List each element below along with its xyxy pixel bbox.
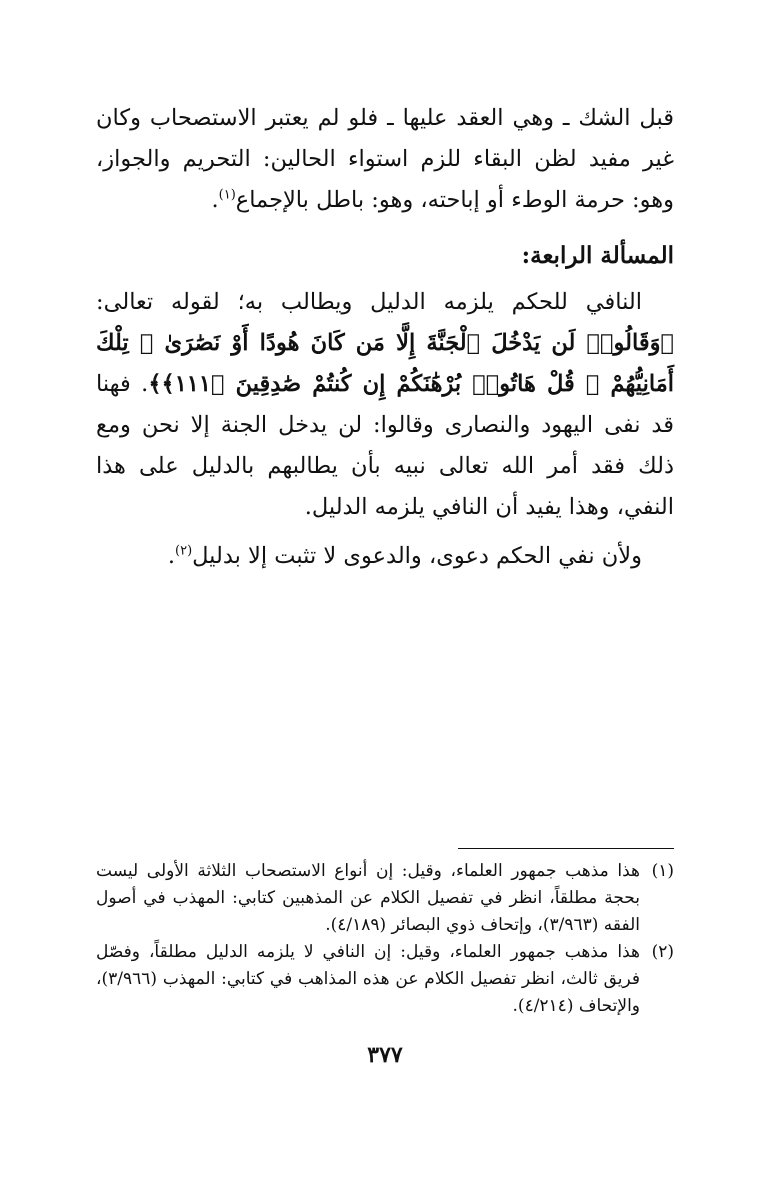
footnote-text: هذا مذهب جمهور العلماء، وقيل: إن النافي لا يلزمه الدليل مطلقاً، وفصّل فريق ثالث، انظر تفصيل الكلام عن هذه المذاهب في كتابي: المهذب (٣/٩٦٦)، والإتحاف (٤/٢١٤). (96, 942, 640, 1016)
footnote-number: (٢) (651, 942, 674, 962)
section-heading: المسألة الرابعة: (521, 242, 674, 269)
main-text (96, 98, 674, 577)
footnote-ref-2[interactable]: (٢) (175, 543, 193, 559)
page-number: ٣٧٧ (367, 1042, 403, 1068)
footnote-ref-1[interactable]: (١) (218, 187, 236, 203)
paragraph-3: ولأن نفي الحكم دعوى، والدعوى لا تثبت إلا بدليل$^{(٢)}$. (167, 543, 642, 569)
paragraph-1: قبل الشك ـ وهي العقد عليها ـ فلو لم يعتبر الاستصحاب وكان غير مفيد لظن البقاء للزم استواء الحالين: التحريم والجواز، وهو: حرمة الوطء أو إباحته، وهو: باطل بالإجماع$^{(١)}$. (96, 105, 674, 213)
footnote-2 (96, 939, 674, 1020)
quran-verse: ﴿وَقَالُوا۟ لَن يَدْخُلَ ٱلْجَنَّةَ إِلَّا مَن كَانَ هُودًا أَوْ نَصَٰرَىٰ ۗ تِلْكَ أَمَانِيُّهُمْ ۗ قُلْ هَاتُوا۟ بُرْهَٰنَكُمْ إِن كُنتُمْ صَٰدِقِينَ ﴿١١١﴾﴾ (96, 330, 675, 397)
footnote-divider (458, 848, 674, 849)
footnote-text: هذا مذهب جمهور العلماء، وقيل: إن أنواع الاستصحاب الثلاثة الأولى ليست بحجة مطلقاً، انظر في تفصيل الكلام عن المذهبين كتابي: المهذب في أصول الفقه (٣/٩٦٣)، وإتحاف ذوي البصائر (٤/١٨٩). (96, 861, 640, 935)
paragraph-2: النافي للحكم يلزمه الدليل ويطالب به؛ لقوله تعالى: ﴿وَقَالُوا۟ لَن يَدْخُلَ ٱلْجَنَّةَ إِلَّا مَن كَانَ هُودًا أَوْ نَصَٰرَىٰ ۗ تِلْكَ أَمَانِيُّهُمْ ۗ قُلْ هَاتُوا۟ بُرْهَٰنَكُمْ إِن كُنتُمْ صَٰدِقِينَ ﴿١١١﴾﴾. فهنا قد نفى اليهود والنصارى وقالوا: لن يدخل الجنة إلا نحن ومع ذلك فقد أمر الله تعالى نبيه بأن يطالبهم بالدليل على هذا النفي، وهذا يفيد أن النافي يلزمه الدليل. (96, 289, 675, 520)
footnote-1 (96, 858, 674, 939)
footnotes (96, 858, 674, 1020)
footnote-number: (١) (651, 861, 674, 881)
